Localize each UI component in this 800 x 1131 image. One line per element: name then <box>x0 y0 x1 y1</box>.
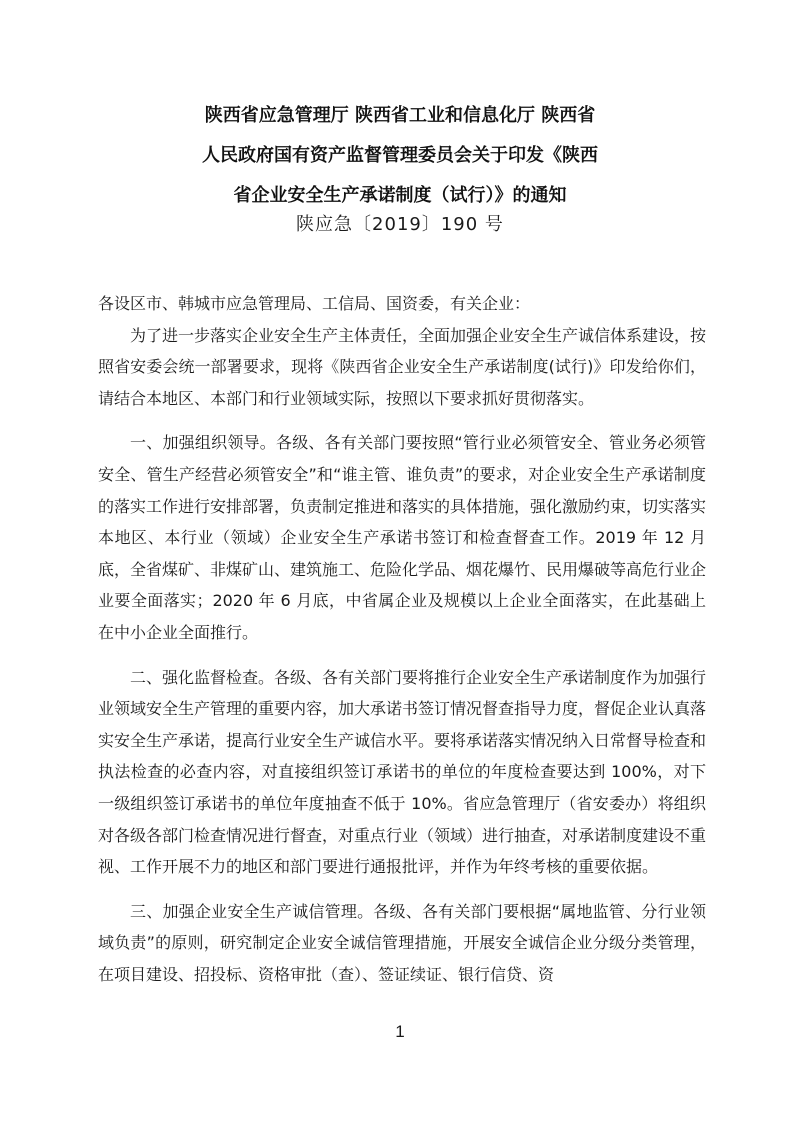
paragraph-intro: 为了进一步落实企业安全生产主体责任，全面加强企业安全生产诚信体系建设，按照省安委会统一部署要求，现将《陕西省企业安全生产承诺制度(试行)》印发给你们，请结合本地区、本部门和行业领域实际，按照以下要求抓好贯彻落实。 <box>98 325 707 408</box>
title-line-2: 人民政府国有资产监督管理委员会关于印发《陕西 <box>202 145 598 166</box>
page-number: 1 <box>395 1022 405 1041</box>
document-number: 陕应急〔2019〕190 号 <box>296 214 504 235</box>
title-line-3: 省企业安全生产承诺制度（试行）》的通知 <box>233 185 567 206</box>
paragraph-section-3: 三、加强企业安全生产诚信管理。各级、各有关部门要根据“属地监管、分行业领域负责”的原则，研究制定企业安全诚信管理措施，开展安全诚信企业分级分类管理，在项目建设、招投标、资格审批（查）、签证续证、银行信贷、资 <box>98 901 706 984</box>
document-title <box>0 96 800 216</box>
paragraph-section-1: 一、加强组织领导。各级、各有关部门要按照“管行业必须管安全、管业务必须管安全、管生产经营必须管安全”和“谁主管、谁负责”的要求，对企业安全生产承诺制度的落实工作进行安排部署，负责制定推进和落实的具体措施，强化激励约束，切实落实本地区、本行业（领域）企业安全生产承诺书签订和检查督查工作。2019 年 12 月底，全省煤矿、非煤矿山、建筑施工、危险化学品、烟花爆竹、民用爆破等高危行业企业要全面落实；2020 年 6 月底，中省属企业及规模以上企业全面落实，在此基础上在中小企业全面推行。 <box>98 433 707 642</box>
document-body <box>98 288 706 990</box>
paragraph-section-2: 二、强化监督检查。各级、各有关部门要将推行企业安全生产承诺制度作为加强行业领域安全生产管理的重要内容，加大承诺书签订情况督查指导力度，督促企业认真落实安全生产承诺，提高行业安全生产诚信水平。要将承诺落实情况纳入日常督导检查和执法检查的必查内容，对直接组织签订承诺书的单位的年度检查要达到 100%，对下一级组织签订承诺书的单位年度抽查不低于 10%。省应急管理厅（省安委办）将组织对各级各部门检查情况进行督查，对重点行业（领域）进行抽查，对承诺制度建设不重视、工作开展不力的地区和部门要进行通报批评，并作为年终考核的重要依据。 <box>98 667 707 877</box>
salutation: 各设区市、韩城市应急管理局、工信局、国资委，有关企业： <box>98 294 531 313</box>
title-line-1: 陕西省应急管理厅 陕西省工业和信息化厅 陕西省 <box>204 105 596 126</box>
